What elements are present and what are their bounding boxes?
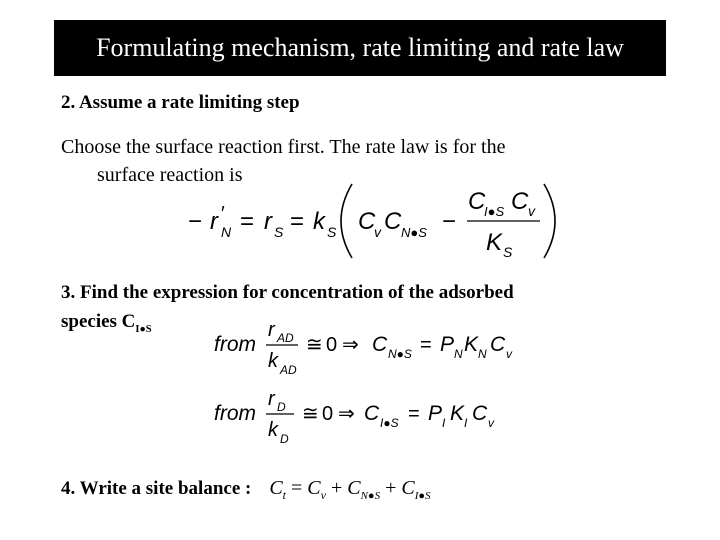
ads-sub-ns: N●S (388, 347, 412, 361)
des-sub-i2: I (464, 416, 468, 430)
rate-prime: ′ (221, 203, 225, 225)
adsorption-equation (210, 314, 530, 380)
rate-den-sub-s: S (503, 244, 513, 260)
bal-eq: = (286, 477, 308, 499)
des-implies: ⇒ (338, 403, 355, 425)
des-sub-is: I●S (380, 416, 399, 430)
bal-cv: C (307, 477, 321, 499)
rate-eq2: = (290, 208, 305, 235)
bal-ci-sub: I●S (414, 490, 431, 502)
ads-den-sub: AD (280, 363, 297, 377)
bal-plus1: + (325, 477, 348, 499)
rate-sub-ns: N●S (401, 225, 427, 240)
ads-c2: C (490, 333, 506, 356)
bal-ct-sub: t (282, 488, 287, 502)
des-num-r: r (268, 388, 275, 410)
des-approx: ≅ (302, 403, 319, 425)
bal-cv-sub: v (320, 488, 326, 502)
rate-r2: r (264, 208, 272, 235)
rate-num-c: C (468, 188, 486, 215)
ads-eq: = (420, 334, 432, 356)
rate-eq1: = (240, 208, 255, 235)
step2-text-line1: Choose the surface reaction first. The rate law is for the (61, 136, 506, 158)
des-sub-v: v (488, 416, 494, 430)
des-eq: = (408, 403, 420, 425)
des-num-sub: D (277, 400, 286, 414)
rate-sub-v: v (374, 224, 381, 240)
ads-sub-n: N (454, 347, 463, 361)
ads-from: from (214, 333, 256, 356)
des-from: from (214, 402, 256, 425)
desorption-equation (210, 383, 530, 449)
step4-heading: 4. Write a site balance : (61, 478, 252, 499)
ads-c: C (372, 333, 388, 356)
bal-ci: C (401, 477, 415, 499)
des-sub-i: I (442, 416, 446, 430)
ads-p: P (440, 333, 455, 356)
step2-text-line2: surface reaction is (97, 164, 243, 186)
rate-num-sub-is: I●S (484, 204, 505, 219)
des-den-k: k (268, 419, 278, 441)
rate-cns: C (384, 208, 402, 235)
site-balance-equation (269, 477, 431, 502)
step3-heading-line1: 3. Find the expression for concentration of the adsorbed (61, 282, 514, 303)
ads-den-k: k (268, 350, 278, 372)
des-den-sub: D (280, 432, 289, 446)
bal-ct: C (269, 477, 283, 499)
ads-k: K (464, 333, 479, 356)
des-p: P (428, 402, 443, 425)
right-paren (544, 184, 555, 258)
rate-cv: C (358, 208, 376, 235)
slide-title-bar (54, 20, 666, 76)
step4-line (61, 477, 431, 503)
step3-species-sub: I●S (135, 323, 152, 335)
des-c2: C (472, 402, 488, 425)
rate-sub-n: N (221, 224, 232, 240)
slide-title: Formulating mechanism, rate limiting and rate law (96, 33, 624, 62)
des-zero: 0 (322, 403, 334, 425)
ads-implies: ⇒ (342, 334, 359, 356)
rate-num-c2: C (511, 188, 529, 215)
ads-sub-v: v (506, 347, 512, 361)
ads-zero: 0 (326, 334, 338, 356)
ads-num-sub: AD (277, 331, 294, 345)
des-c: C (364, 402, 380, 425)
rate-minus: − (188, 208, 203, 235)
rate-r: r (210, 208, 218, 235)
rate-law-equation (180, 176, 570, 266)
rate-minus2: − (442, 208, 457, 235)
bal-cn-sub: N●S (360, 490, 381, 502)
des-k: K (450, 402, 465, 425)
ads-sub-n2: N (478, 347, 487, 361)
rate-k: k (313, 208, 325, 235)
step2-heading: 2. Assume a rate limiting step (61, 92, 300, 113)
bal-plus2: + (380, 477, 402, 499)
step3-species: species C (61, 311, 136, 332)
step3-heading-line2 (61, 311, 152, 335)
ads-approx: ≅ (306, 334, 323, 356)
bal-cn: C (347, 477, 361, 499)
rate-num-sub-v: v (528, 203, 535, 219)
left-paren (341, 184, 352, 258)
ads-num-r: r (268, 319, 275, 341)
rate-den-k: K (486, 229, 503, 256)
rate-sub-s2: S (327, 224, 337, 240)
rate-sub-s: S (274, 224, 284, 240)
